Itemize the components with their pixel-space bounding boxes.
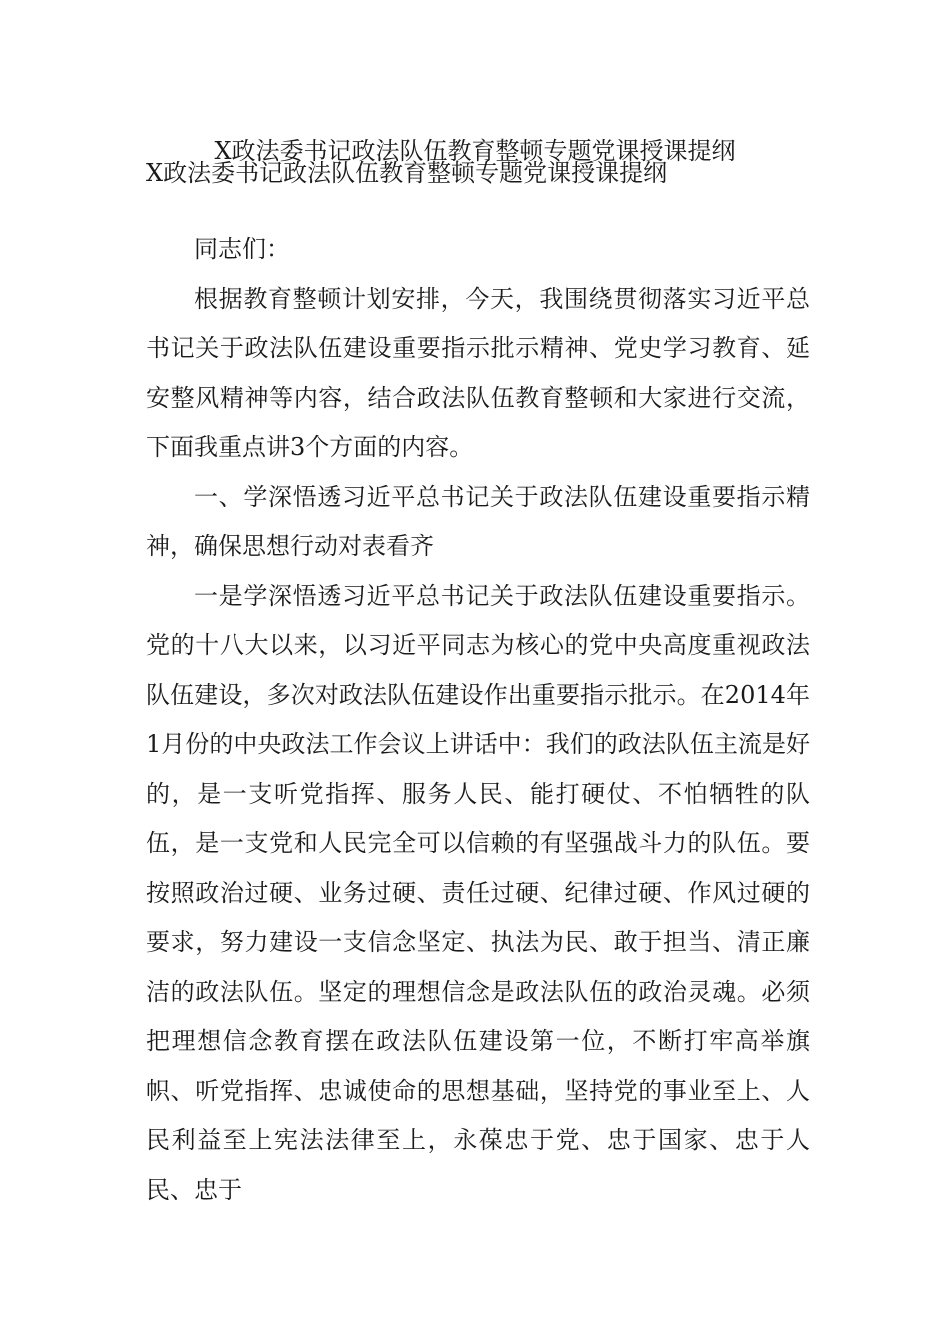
document-title: X政法委书记政法队伍教育整顿专题党课授课提纲 xyxy=(214,137,736,165)
document-subtitle: X政法委书记政法队伍教育整顿专题党课授课提纲 xyxy=(146,159,668,187)
section-heading-1: 一、学深悟透习近平总书记关于政法队伍建设重要指示精神，确保思想行动对表看齐 xyxy=(146,482,810,560)
salutation: 同志们： xyxy=(194,235,290,263)
document-body xyxy=(146,225,810,1215)
paragraph-intro: 根据教育整顿计划安排，今天，我围绕贯彻落实习近平总书记关于政法队伍建设重要指示批示精神、党史学习教育、延安整风精神等内容，结合政法队伍教育整顿和大家进行交流，下面我重点讲3个方面的内容。 xyxy=(146,284,810,461)
paragraph-point-1: 一是学深悟透习近平总书记关于政法队伍建设重要指示。党的十八大以来，以习近平同志为核心的党中央高度重视政法队伍建设，多次对政法队伍建设作出重要指示批示。在2014年1月份的中央政法工作会议上讲话中：我们的政法队伍主流是好的，是一支听党指挥、服务人民、能打硬仗、不怕牺牲的队伍，是一支党和人民完全可以信赖的有坚强战斗力的队伍。要按照政治过硬、业务过硬、责任过硬、纪律过硬、作风过硬的要求，努力建设一支信念坚定、执法为民、敢于担当、清正廉洁的政法队伍。坚定的理想信念是政法队伍的政治灵魂。必须把理想信念教育摆在政法队伍建设第一位，不断打牢高举旗帜、听党指挥、忠诚使命的思想基础，坚持党的事业至上、人民利益至上宪法法律至上，永葆忠于党、忠于国家、忠于人民、忠于 xyxy=(146,581,810,1204)
